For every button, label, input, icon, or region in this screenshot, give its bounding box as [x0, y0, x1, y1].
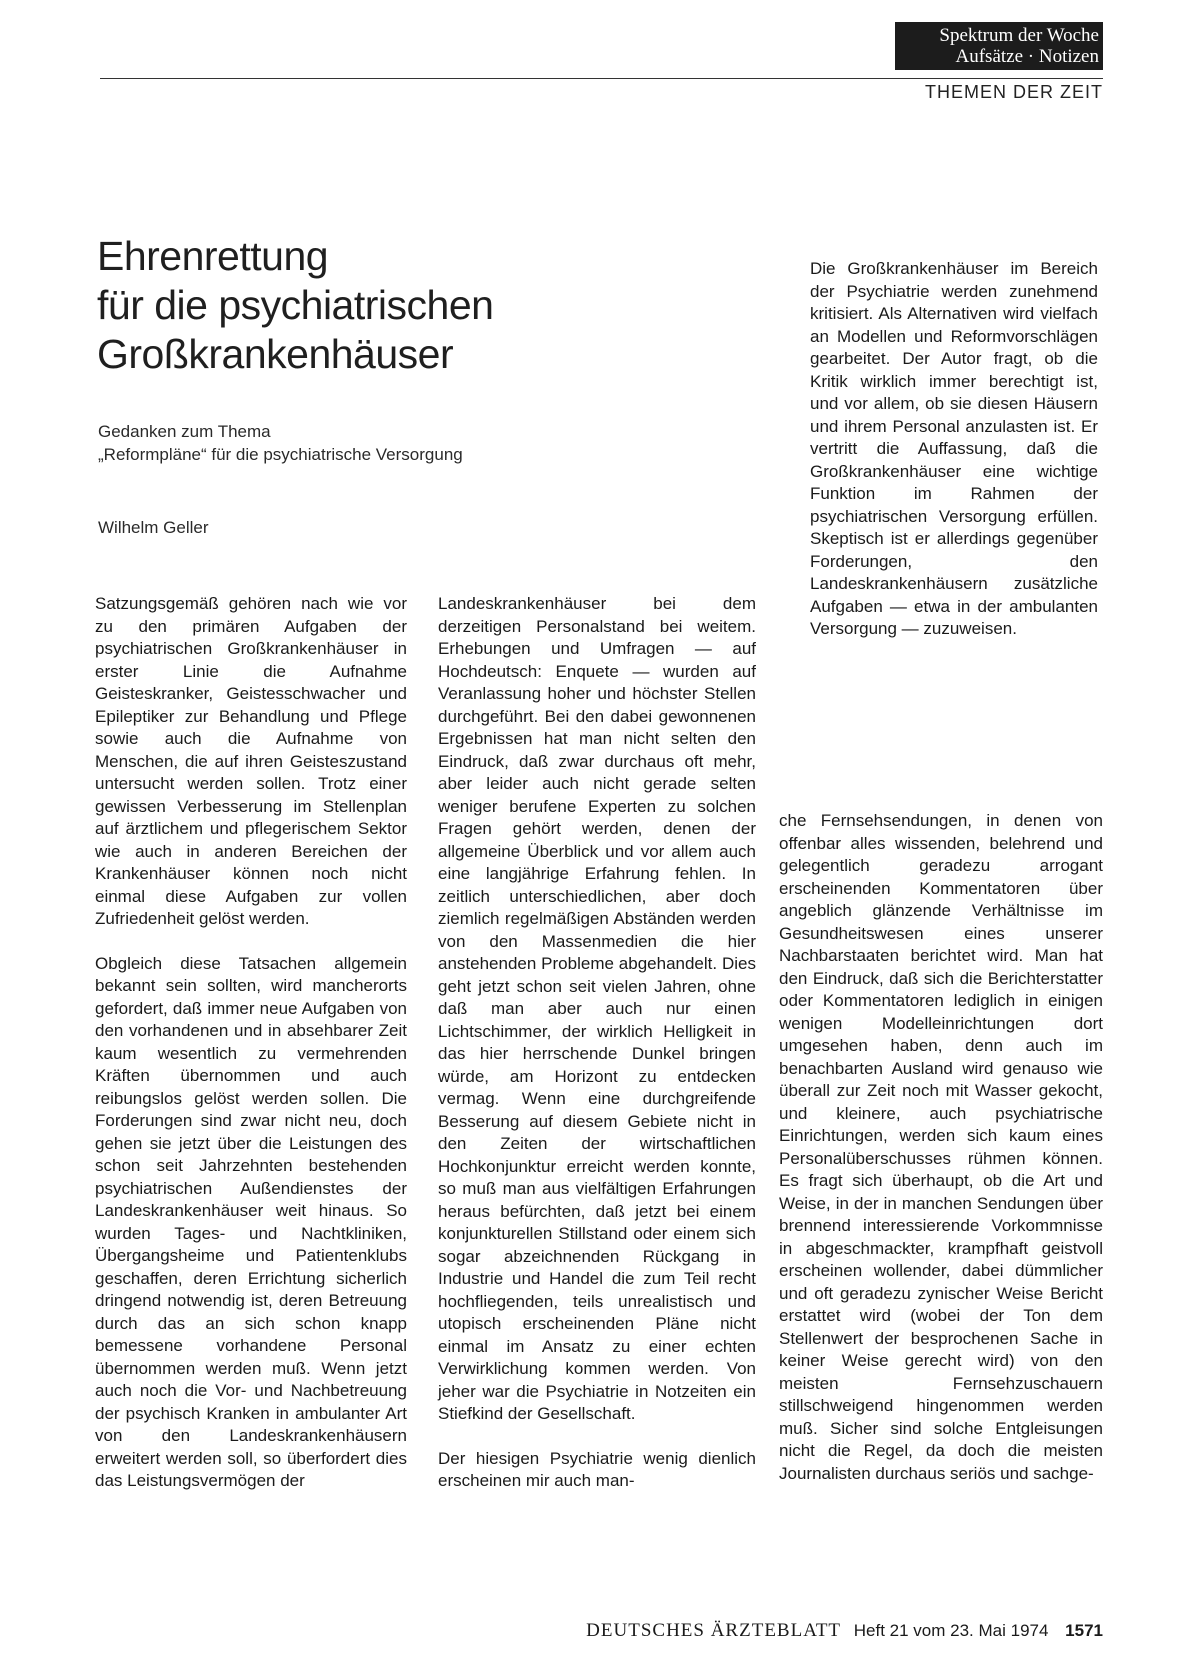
- page-number: 1571: [1065, 1621, 1103, 1640]
- article-author: Wilhelm Geller: [98, 518, 209, 537]
- subtitle-line-1: Gedanken zum Thema: [98, 422, 271, 441]
- header-rule: [100, 78, 1103, 79]
- title-line-3: Großkrankenhäuser: [97, 331, 454, 377]
- section-badge: [895, 22, 1103, 70]
- paragraph: Satzungsgemäß gehören nach wie vor zu den primären Aufgaben der psychiatrischen Großkrankenhäuser in erster Linie die Aufnahme Geisteskranker, Geistesschwacher und Epileptiker zur Behandlung und Pflege sowie auch die Aufnahme von Menschen, die auf ihren Geisteszustand untersucht werden sollen. Trotz einer gewissen Verbesserung im Stellenplan auf ärztlichem und pflegerischem Sektor wie auch in anderen Bereichen der Krankenhäuser können noch nicht einmal diese Aufgaben zur vollen Zufriedenheit gelöst werden.: [95, 594, 407, 928]
- paragraph: che Fernsehsendungen, in denen von offenbar alles wissenden, belehrend und gelegentlich geradezu arrogant erscheinenden Kommentatoren über angeblich glänzende Verhältnisse im Gesundheitswesen eines unserer Nachbarstaaten berichtet wird. Man hat den Eindruck, daß sich die Berichterstatter oder Kommentatoren lediglich in einigen wenigen Modelleinrichtungen dort umgesehen haben, denn auch im benachbarten Ausland wird genauso wie überall zur Zeit noch mit Wasser gekocht, und kleinere, auch psychiatrische Einrichtungen, werden sich kaum eines Personalüberschusses rühmen können. Es fragt sich überhaupt, ob die Art und Weise, in der in manchen Sendungen über brennend interessierende Vorkommnisse in abgeschmackter, krampfhaft geistvoll erscheinen wollender, dabei dümmlicher und oft geradezu zynischer Weise Bericht erstattet wird (wobei der Ton dem Stellenwert der besprochenen Sache in keiner Weise gerecht wird) von den meisten Fernsehzuschauern stillschweigend hingenommen werden muß. Sicher sind solche Entgleisungen nicht die Regel, da doch die meisten Journalisten durchaus seriös und sachge-: [779, 811, 1103, 1483]
- badge-line-1: Spektrum der Woche: [939, 25, 1099, 46]
- paragraph: Obgleich diese Tatsachen allgemein bekannt sein sollten, wird mancherorts gefordert, daß immer neue Aufgaben von den vorhandenen und in absehbarer Zeit kaum wesentlich zu vermehrenden Kräften übernommen und auch reibungslos gelöst werden sollen. Die Forderungen sind zwar nicht neu, doch gehen sie jetzt über die Leistungen des schon seit Jahrzehnten bestehenden psychiatrischen Außendienstes der Landeskrankenhäuser weit hinaus. So wurden Tages- und Nachtkliniken, Übergangsheime und Patientenklubs geschaffen, deren Errichtung sicherlich dringend notwendig ist, deren Betreuung durch das an sich schon knapp bemessene vorhandene Personal übernommen werden muß. Wenn jetzt auch noch die Vor- und Nachbetreuung der psychisch Kranken in ambulanter Art von den Landeskrankenhäusern erweitert werden soll, so überfordert dies das Leistungsvermögen der: [95, 953, 407, 1490]
- section-label: THEMEN DER ZEIT: [924, 82, 1103, 102]
- body-column-2: [438, 593, 756, 1493]
- article-title: [97, 232, 737, 379]
- paragraph: Landeskrankenhäuser bei dem derzeitigen Personalstand bei weitem. Erhebungen und Umfragen — auf Hochdeutsch: Enquete — wurden auf Veranlassung hoher und höchster Stellen durchgeführt. Bei den dabei gewonnenen Ergebnissen hat man nicht selten den Eindruck, daß zwar durchaus oft mehr, aber leider auch nicht gerade selten weniger berufene Experten zu solchen Fragen gehört werden, denen der allgemeine Überblick und vor allem auch eine langjährige Erfahrung fehlen. In zeitlich unterschiedlichen, aber doch ziemlich regelmäßigen Abständen werden von den Massenmedien die hier anstehenden Probleme abgehandelt. Dies geht jetzt schon seit vielen Jahren, ohne daß man aber auch nur einen Lichtschimmer, der wirklich Helligkeit in das hier herrschende Dunkel bringen würde, am Horizont zu entdecken vermag. Wenn eine durchgreifende Besserung auf diesem Gebiete nicht in den Zeiten der wirtschaftlichen Hochkonjunktur erreicht werden konnte, so muß man aus vielfältigen Erfahrungen heraus befürchten, daß jetzt bei einem konjunkturellen Stillstand oder einem sich sogar abzeichnenden Rückgang in Industrie und Handel die zum Teil recht hochfliegenden, teils unrealistisch und utopisch erscheinenden Pläne nicht einmal im Ansatz zu einer echten Verwirklichung kommen werden. Von jeher war die Psychiatrie in Notzeiten ein Stiefkind der Gesellschaft.: [438, 594, 756, 1423]
- article-subtitle: [98, 420, 463, 466]
- title-line-2: für die psychiatrischen: [97, 282, 494, 328]
- body-column-3: [779, 810, 1103, 1485]
- article-abstract: Die Großkrankenhäuser im Bereich der Psychiatrie werden zunehmend kritisiert. Als Alternativen wird vielfach an Modellen und Reformvorschlägen gearbeitet. Der Autor fragt, ob die Kritik wirklich immer berechtigt ist, und vor allem, ob sie diesen Häusern und ihrem Personal anzulasten ist. Er vertritt die Auffassung, daß die Großkrankenhäuser eine wichtige Funktion im Rahmen der psychiatrischen Versorgung erfüllen. Skeptisch ist er allerdings gegenüber Forderungen, den Landeskrankenhäusern zusätzliche Aufgaben — etwa in der ambulanten Versorgung — zuzuweisen.: [810, 259, 1098, 638]
- body-column-1: [95, 593, 407, 1493]
- paragraph: Der hiesigen Psychiatrie wenig dienlich erscheinen mir auch man-: [438, 1448, 756, 1490]
- publication-name: DEUTSCHES ÄRZTEBLATT: [586, 1620, 842, 1641]
- issue-info: Heft 21 vom 23. Mai 1974: [853, 1621, 1049, 1640]
- page-footer: [483, 1620, 1103, 1642]
- badge-line-2: Aufsätze · Notizen: [955, 46, 1099, 67]
- subtitle-line-2: „Reformpläne“ für die psychiatrische Versorgung: [98, 445, 463, 464]
- title-line-1: Ehrenrettung: [97, 233, 329, 279]
